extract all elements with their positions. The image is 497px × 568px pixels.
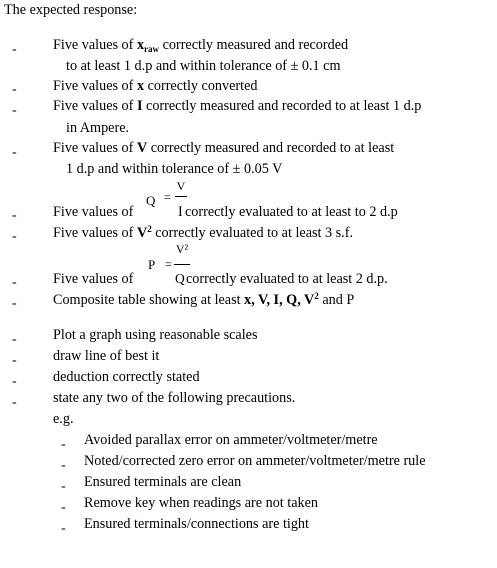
item-graph: Plot a graph using reasonable scales	[53, 327, 258, 343]
bullet-dash: -	[12, 353, 17, 368]
bullet-dash: -	[12, 395, 17, 410]
page-heading: The expected response:	[4, 2, 138, 18]
sub-bullet-dash: -	[61, 437, 66, 452]
bullet-dash: -	[12, 374, 17, 389]
bullet-dash: -	[12, 275, 17, 290]
sub-bullet-dash: -	[61, 479, 66, 494]
item-P-text: correctly evaluated to at least 2 d.p.	[186, 271, 388, 287]
item-x: Five values of x correctly converted	[53, 78, 258, 94]
formula-P-denominator: Q	[175, 271, 185, 286]
item-P-label: Five values of	[53, 271, 134, 287]
precaution-item: Ensured terminals are clean	[84, 474, 242, 490]
formula-Q-lhs: Q	[146, 193, 156, 208]
fraction-bar	[175, 196, 187, 197]
item-precautions: state any two of the following precautions.	[53, 390, 296, 406]
item-V-line2: 1 d.p and within tolerance of ± 0.05 V	[66, 161, 283, 177]
item-Q-label: Five values of	[53, 204, 134, 220]
formula-P-numerator: V²	[175, 242, 189, 256]
item-I-line1: Five values of I correctly measured and recorded to at least 1 d.p	[53, 98, 422, 114]
item-V2: Five values of $V^2$ correctly evaluated to at least 3 s.f.	[53, 224, 353, 241]
sub-bullet-dash: -	[61, 521, 66, 536]
sub-bullet-dash: -	[61, 500, 66, 515]
bullet-dash: -	[12, 332, 17, 347]
item-V-line1: Five values of V correctly measured and recorded to at least	[53, 140, 395, 156]
precaution-item: Remove key when readings are not taken	[84, 495, 319, 511]
bullet-dash: -	[12, 103, 17, 118]
sub-bullet-dash: -	[61, 458, 66, 473]
item-Q-text: correctly evaluated to at least to 2 d.p	[185, 204, 398, 220]
formula-Q-equals: =	[164, 190, 171, 204]
precaution-item: Noted/corrected zero error on ammeter/voltmeter/metre rule	[84, 453, 426, 469]
item-composite-table: Composite table showing at least x, V, I, Q, $V^2$ and P	[53, 291, 355, 308]
formula-Q-denominator: I	[178, 204, 183, 220]
item-xraw-line2: to at least 1 d.p and within tolerance of ± 0.1 cm	[66, 58, 341, 74]
bullet-dash: -	[12, 208, 17, 223]
fraction-bar	[174, 264, 190, 265]
eg-label: e.g.	[53, 411, 74, 427]
bullet-dash: -	[12, 296, 17, 311]
formula-P-equals: =	[165, 257, 172, 271]
xraw-symbol: x	[136, 37, 145, 53]
item-I-line2: in Ampere.	[66, 120, 130, 136]
bullet-dash: -	[12, 82, 17, 97]
bullet-dash: -	[12, 42, 17, 57]
item-bestfit: draw line of best it	[53, 348, 160, 364]
formula-Q-numerator: V	[176, 179, 186, 193]
formula-P-lhs: P	[148, 257, 156, 272]
item-xraw-line1: Five values of $x_{raw}$ correctly measured and recorded	[53, 37, 349, 54]
bullet-dash: -	[12, 229, 17, 244]
precaution-item: Avoided parallax error on ammeter/voltmeter/metre	[84, 432, 378, 448]
bullet-dash: -	[12, 145, 17, 160]
item-deduction: deduction correctly stated	[53, 369, 200, 385]
precaution-item: Ensured terminals/connections are tight	[84, 516, 309, 532]
